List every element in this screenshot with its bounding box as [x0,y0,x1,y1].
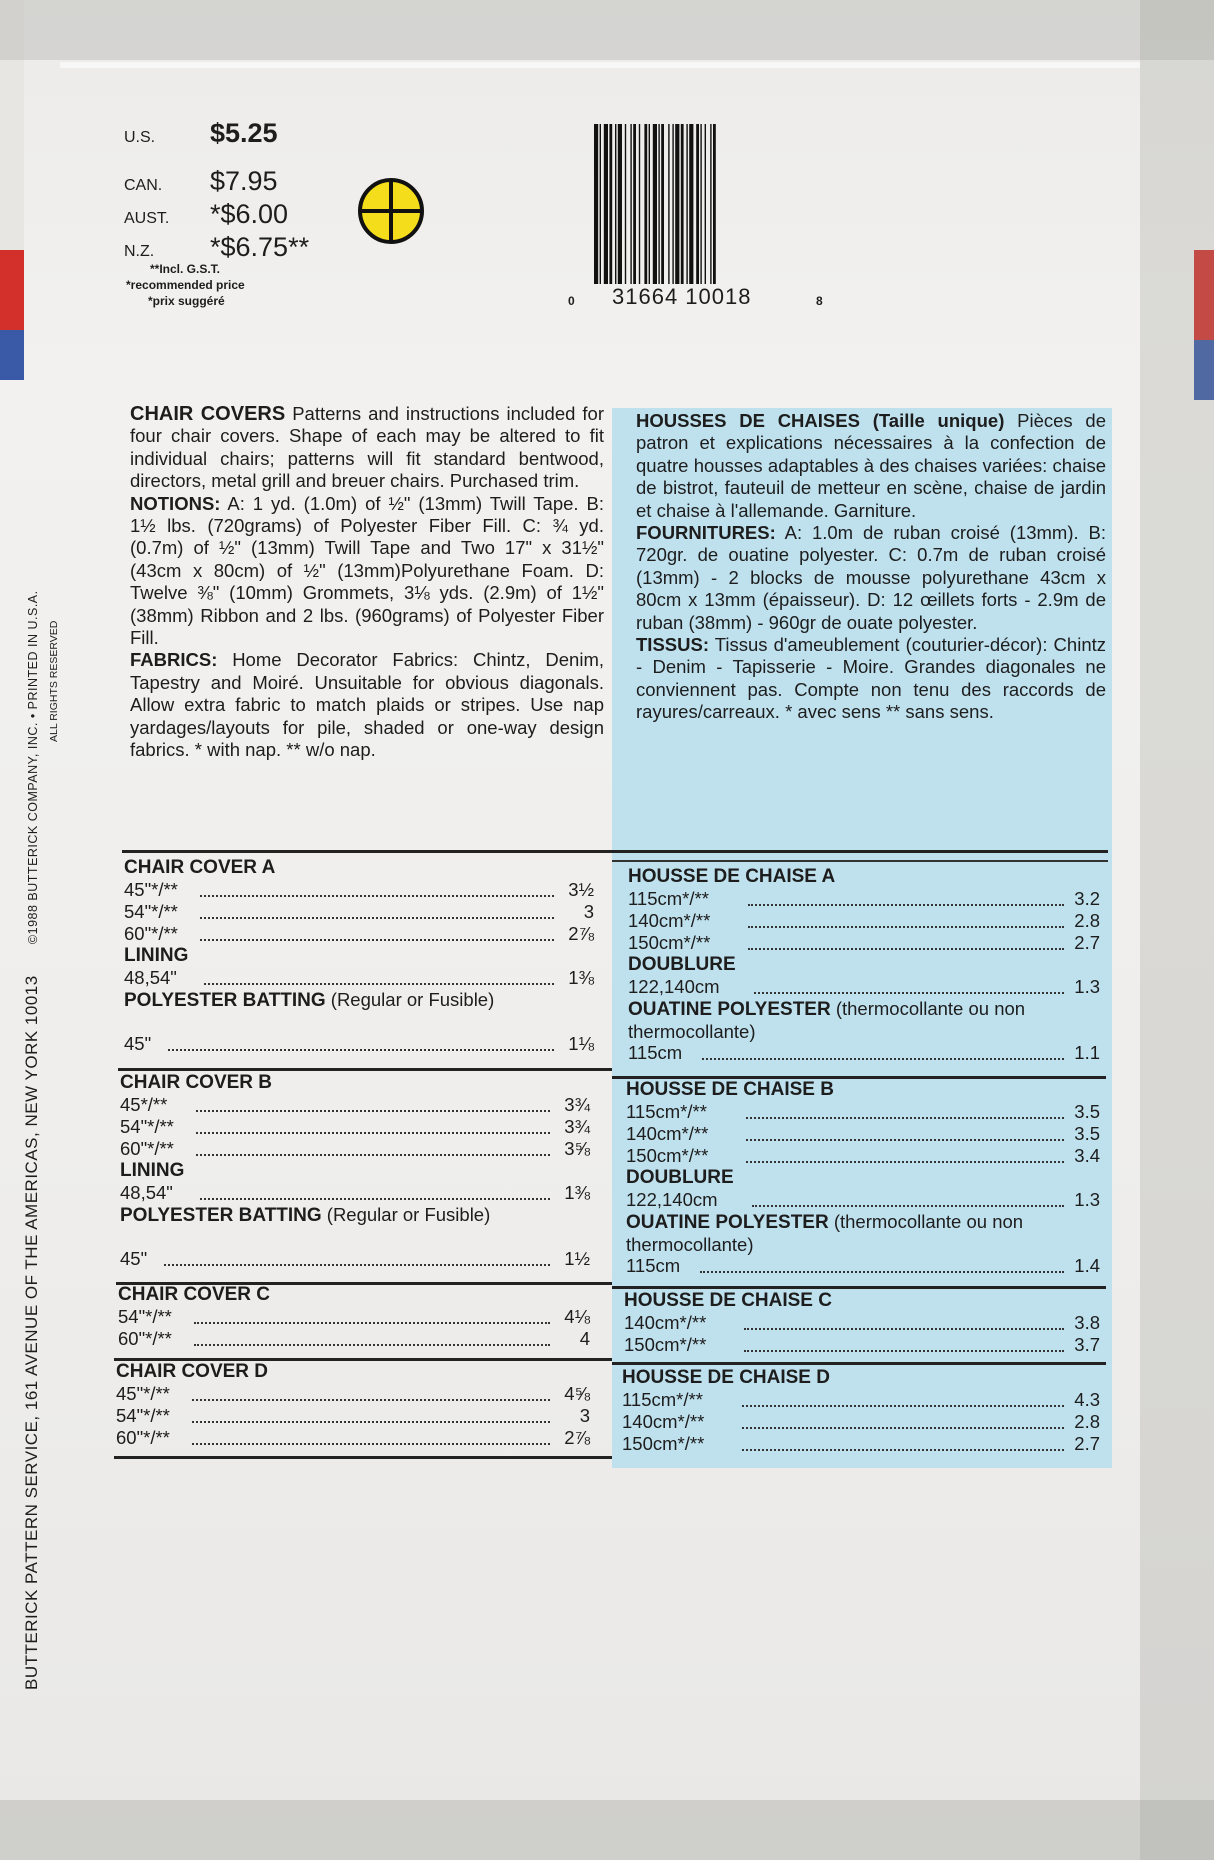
batting-heading: POLYESTER BATTING (Regular or Fusible) [124,989,495,1011]
red-stripe [0,250,24,330]
lining-label: LINING [124,945,189,966]
english-intro: Patterns and instructions included for four chair covers. Shape of each may be altered to fit individual chairs; patterns will fit standard bentwood, directors, metal grill and breuer chairs. Purchased trim. [130,403,604,492]
doublure-label: DOUBLURE [626,1167,734,1188]
publisher-side-text [22,0,42,1690]
french-description [636,410,1106,724]
batting-heading: OUATINE POLYESTER (thermocollante ou non thermocollante) [628,998,1026,1042]
table-row: 45"*/** 3½ [124,879,594,900]
table-rule [612,1286,1106,1289]
table-row: 140cm*/** 2.8 [622,1411,1100,1432]
doublure-label: DOUBLURE [628,954,736,975]
french-notions: A: 1.0m de ruban croisé (13mm). B: 720gr. de ouatine polyester. C: 0.7m de ruban croisé (13mm) - 2 blocks de mousse polyurethane 43cm x 80cm x 13mm (épaisseur). D: 12 œillets forts - 2.9m de ruban (38mm) - 960gr de ouate polyester. [636,522,1106,633]
table-row: 48,54" 1⅜ [124,967,594,988]
table-row: 60"*/** 4 [118,1328,590,1349]
table-row: 45"*/** 4⅝ [116,1383,590,1404]
housse-d-title: HOUSSE DE CHAISE D [622,1367,830,1388]
english-yardage-table-d [116,1361,590,1449]
table-row: 115cm 1.4 [626,1255,1100,1276]
top-wear [0,0,1214,60]
crosshair-logo-icon [358,178,424,244]
french-yardage-table-c [624,1290,1100,1356]
table-row: 60"*/** 2⅞ [116,1427,590,1448]
barcode-bars [590,124,804,284]
table-row: 60"*/** 3⅝ [120,1138,590,1159]
barcode-lead-digit: 0 [568,294,575,308]
table-row: 150cm*/** 2.7 [628,932,1100,953]
crease [60,62,1140,68]
table-row: 150cm*/** 3.7 [624,1334,1100,1355]
table-row: 140cm*/** 3.5 [626,1123,1100,1144]
price-nz: N.Z. *$6.75** [124,232,310,262]
english-notions: A: 1 yd. (1.0m) of ½" (13mm) Twill Tape. B: 1½ lbs. (720grams) of Polyester Fiber Fill. C: ¾ yd. (0.7m) of ½" (13mm) Twill Tape and Two 17" x 31½" (43cm x 80cm) of ½" (13mm)Polyurethane Foam. D: Twelve ⅜" (10mm) Grommets, 3⅛ yds. (2.9m) of 1½" (38mm) Ribbon and 2 lbs. (960grams) of Polyester Fiber Fill. [130,492,604,649]
table-row: 140cm*/** 2.8 [628,910,1100,931]
housse-c-title: HOUSSE DE CHAISE C [624,1290,832,1311]
barcode-digits: 31664 10018 [612,284,752,309]
right-edge-shade [1140,0,1214,1860]
table-rule [612,1362,1106,1365]
lining-label: LINING [120,1160,185,1181]
barcode-trail-digit: 8 [816,294,823,308]
french-fabrics-label: TISSUS: [636,634,709,656]
price-can: CAN. $7.95 [124,166,278,196]
table-row: 45" 1½ [120,1248,590,1269]
table-row: 115cm*/** 3.2 [628,888,1100,909]
chair-cover-c-title: CHAIR COVER C [118,1284,271,1305]
table-row: 122,140cm 1.3 [628,976,1100,997]
table-row: 150cm*/** 2.7 [622,1433,1100,1454]
table-row: 54"*/** 4⅛ [118,1306,590,1327]
barcode [590,124,804,309]
english-description [130,403,604,762]
table-row: 115cm*/** 3.5 [626,1101,1100,1122]
chair-cover-b-title: CHAIR COVER B [120,1072,273,1093]
english-fabrics-label: FABRICS: [130,649,218,671]
english-notions-label: NOTIONS: [130,492,221,514]
table-row: 45*/** 3¾ [120,1094,590,1115]
english-title: CHAIR COVERS [130,403,286,425]
table-top-rule [122,850,1108,853]
english-fabrics: Home Decorator Fabrics: Chintz, Denim, Tapestry and Moiré. Unsuitable for obvious diagonals. Allow extra fabric to match plaids or stripes. Use nap yardages/layouts for pile, shaded or one-way design fabrics. * with nap. ** w/o nap. [130,649,604,761]
english-yardage-table [124,857,594,1055]
table-row: 45" 1⅛ [124,1033,594,1054]
table-top-rule-fr [612,860,1108,862]
rights-reserved: ALL RIGHTS RESERVED [48,620,60,742]
english-yardage-table-c [118,1284,590,1350]
price-note-suggere: *prix suggéré [148,294,225,308]
french-yardage-table [628,866,1100,1064]
table-row: 54"*/** 3 [116,1405,590,1426]
table-row: 115cm 1.1 [628,1042,1100,1063]
batting-heading: POLYESTER BATTING (Regular or Fusible) [120,1204,491,1226]
copyright-notice: ©1988 BUTTERICK COMPANY, INC. • PRINTED IN U.S.A. [25,590,40,945]
housse-a-title: HOUSSE DE CHAISE A [628,866,836,887]
price-note-recommended: *recommended price [126,278,245,292]
french-intro: Pièces de patron et explications nécessaires à la confection de quatre housses adaptables à des chaises variées: chaise de bistrot, fauteuil de metteur en scène, chaise de jardin et chaise à l'allemande. Garniture. [636,410,1106,521]
french-fabrics: Tissus d'ameublement (couturier-décor): Chintz - Denim - Tapisserie - Moire. Grandes diagonales ne conviennent pas. Compte non tenu des raccords de rayures/carreaux. * avec sens ** sans sens. [636,634,1106,723]
table-row: 60"*/** 2⅞ [124,923,594,944]
french-title: HOUSSES DE CHAISES (Taille unique) [636,410,1005,431]
french-yardage-table-d [622,1367,1100,1455]
french-notions-label: FOURNITURES: [636,522,776,544]
blue-stripe [0,330,24,380]
table-row: 140cm*/** 3.8 [624,1312,1100,1333]
price-aust: AUST. *$6.00 [124,199,289,229]
table-bottom-rule [114,1456,612,1459]
english-yardage-table-b [120,1072,590,1270]
chair-cover-d-title: CHAIR COVER D [116,1361,269,1382]
table-row: 54"*/** 3 [124,901,594,922]
table-row: 54"*/** 3¾ [120,1116,590,1137]
table-row: 48,54" 1⅜ [120,1182,590,1203]
french-yardage-table-b [626,1079,1100,1277]
bottom-wear [0,1800,1214,1860]
batting-heading: OUATINE POLYESTER (thermocollante ou non thermocollante) [626,1211,1024,1255]
table-row: 115cm*/** 4.3 [622,1389,1100,1410]
housse-b-title: HOUSSE DE CHAISE B [626,1079,834,1100]
table-rule [118,1068,612,1071]
price-us: U.S. $5.25 [124,118,278,148]
chair-cover-a-title: CHAIR COVER A [124,857,276,878]
table-row: 150cm*/** 3.4 [626,1145,1100,1166]
price-note-gst: **Incl. G.S.T. [150,262,221,276]
table-row: 122,140cm 1.3 [626,1189,1100,1210]
publisher-address: BUTTERICK PATTERN SERVICE, 161 AVENUE OF THE AMERICAS, NEW YORK 10013 [22,975,41,1690]
